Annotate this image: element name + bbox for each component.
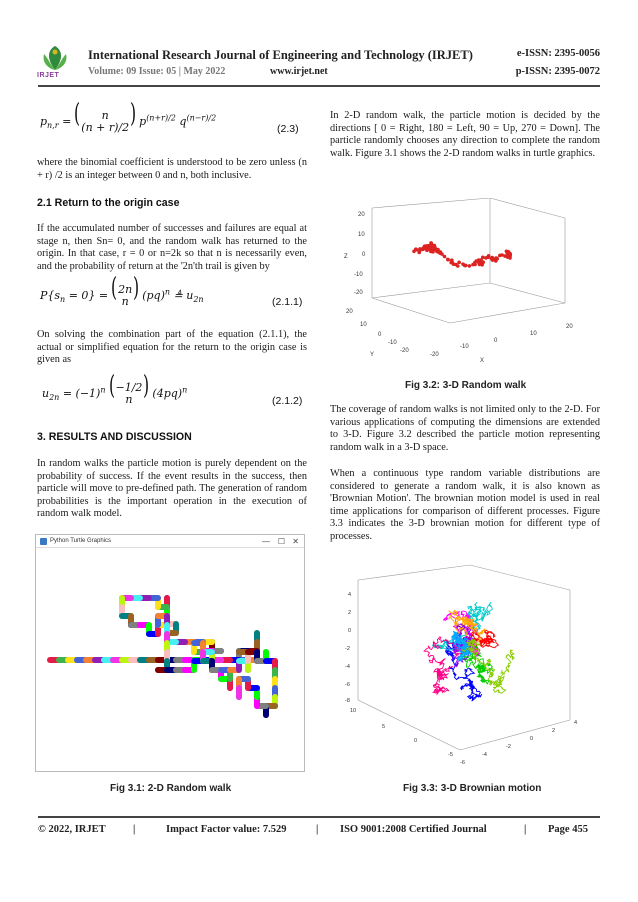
footer-separator: | [133,824,136,835]
walk-3d-point [468,264,472,268]
para-2d: In 2-D random walk, the particle motion is decided by the directions [ 0 = Right, 180 = Left, 90 = Up, 270 = Down]. The particle randomly chooses any direction to complete the random walk. Figure 3.1 shows the 2-D random walks in turtle graphics. [330,110,600,159]
turtle-app-icon [40,538,47,545]
walk-3d-point [464,264,468,268]
fig33-x-tick: -2 [506,744,511,750]
pissn: p-ISSN: 2395-0072 [515,66,600,77]
header-rule [38,85,600,87]
eissn: e-ISSN: 2395-0056 [516,48,600,59]
fig32-y-tick: 0 [378,332,382,338]
turtle-window [35,534,305,772]
footer-impact: Impact Factor value: 7.529 [166,824,287,835]
walk-3d-point [422,246,426,250]
brownian-motion-3d-figure [330,560,600,770]
walk-3d-point [431,248,435,252]
equation-2-3-number: (2.3) [277,123,299,135]
para-brownian: When a continuous type random variable distributions are considered to generate a random walk, it is also known as 'Brownian Motion'. The brownian motion model is used in real time applications for comparison of different processes. Figure 3.3 indicates the 3-D brownian motion for different type of processes. [330,468,600,542]
logo-text: IRJET [37,72,60,79]
para-solving: On solving the combination part of the equation (2.1.1), the actual or simplified equation for the return to the origin case is given as [37,329,307,366]
minimize-button[interactable]: — [262,537,270,546]
caption-fig-3-3: Fig 3.3: 3-D Brownian motion [403,783,542,794]
para-3d: The coverage of random walks is not limited only to the 2-D. For various applications of computing the dimensions are extended to 3-D. Figure 3.2 described the particle motion representing random walk in a 3-D space. [330,404,600,453]
equation-2-3: $p_{n,r}$ = ( n (n + r)/2 ) $p^{(n+r)/2}$ $q^{(n-r)/2}$ [40,110,216,134]
para-results: In random walks the particle motion is purely dependent on the probability of success. If the event results in the success, then particle will move to pre-defined path. The generation of random probabilities is the important operation in the execution of random walk model. [37,458,307,520]
fig32-y-label: Y [370,352,375,358]
fig33-x-tick: 4 [574,720,578,726]
walk-3d-point [486,255,490,259]
fig33-y-tick: 5 [382,724,386,730]
fig33-y-tick: 0 [414,738,418,744]
fig32-y-tick: -10 [388,340,397,346]
fig33-z-tick: 4 [348,592,352,598]
footer-rule [38,816,600,818]
fig32-x-tick: 0 [494,338,498,344]
brownian-paths [424,602,514,701]
equation-2-1-2-number: (2.1.2) [272,395,303,407]
fig33-z-tick: 0 [348,628,352,634]
equation-2-1-1-number: (2.1.1) [272,296,303,308]
footer-page: Page 455 [548,824,588,835]
fig33-z-tick: -8 [345,698,350,704]
fig32-z-tick: -20 [354,290,363,296]
turtle-title: Python Turtle Graphics [50,538,112,544]
footer-separator: | [524,824,527,835]
fig33-x-tick: 2 [552,728,556,734]
fig33-x-tick: -6 [460,760,465,766]
para-binomial: where the binomial coefficient is understood to be zero unless (n + r) /2 is an integer between 0 and n, both inclusive. [37,157,307,181]
journal-url[interactable]: www.irjet.net [270,66,328,77]
walk-3d-point [494,256,498,260]
walk-3d-point [454,263,458,267]
journal-title: International Research Journal of Engineering and Technology (IRJET) [88,48,473,62]
walk-3d-point [505,250,509,254]
walk-3d-point [491,258,495,262]
fig32-x-tick: 10 [530,331,537,337]
fig33-z-tick: -2 [345,646,350,652]
fig33-y-tick: -5 [448,752,453,758]
fig32-x-tick: 20 [566,324,573,330]
fig32-z-tick: 10 [358,232,365,238]
random-walk-3d-figure [330,198,600,366]
equation-2-1-2: $u_{2n} = (-1)^n$ ( −1/2 n ) $(4pq)^n$ [42,382,187,406]
fig32-z-tick: -10 [354,272,363,278]
walk-3d-point [446,258,450,262]
turtle-title-bar [36,535,304,548]
walk-3d-point [457,261,461,265]
random-walk-3d-points [412,241,512,268]
fig32-z-tick: 0 [362,252,366,258]
fig33-z-tick: -6 [345,682,350,688]
journal-volume: Volume: 09 Issue: 05 | May 2022 [88,66,226,77]
walk-3d-point [481,256,485,260]
footer-iso: ISO 9001:2008 Certified Journal [340,824,487,835]
heading-3: 3. RESULTS AND DISCUSSION [37,431,192,443]
fig32-x-label: X [480,358,485,364]
close-button[interactable]: ✕ [292,537,299,546]
walk-3d-point [443,255,447,259]
fig33-z-tick: 2 [348,610,352,616]
walk-3d-point [415,248,419,252]
fig32-y-tick: 20 [346,309,353,315]
para-return: If the accumulated number of successes and failures are equal at stage n, then Sn= 0, and the random walk has returned to the origin. In that case, r = 0 or n=2k so that n is necessarily even, and the probability of return at the '2n'th trail is given by [37,223,307,272]
footer-copyright: © 2022, IRJET [38,824,106,835]
fig33-x-tick: 0 [530,736,534,742]
heading-2-1: 2.1 Return to the origin case [37,197,180,209]
fig33-z-tick: -4 [345,664,350,670]
caption-fig-3-2: Fig 3.2: 3-D Random walk [405,380,527,391]
caption-fig-3-1: Fig 3.1: 2-D Random walk [110,783,232,794]
random-walk-2d-canvas [36,548,304,771]
fig33-y-tick: 10 [350,708,357,714]
fig32-y-tick: -20 [400,348,409,354]
fig32-z-tick: 20 [358,212,365,218]
fig32-x-tick: -20 [430,352,439,358]
fig32-x-tick: -10 [460,344,469,350]
equation-2-1-1: $P\{s_n = 0\}$ = ( 2n n ) (pq)$^n$ ≜ $u_{2n}$ [40,284,204,308]
maximize-button[interactable]: ☐ [277,537,285,546]
fig32-z-label: Z [344,254,348,260]
fig33-x-tick: -4 [482,752,487,758]
footer-separator: | [316,824,319,835]
fig32-y-tick: 10 [360,322,367,328]
